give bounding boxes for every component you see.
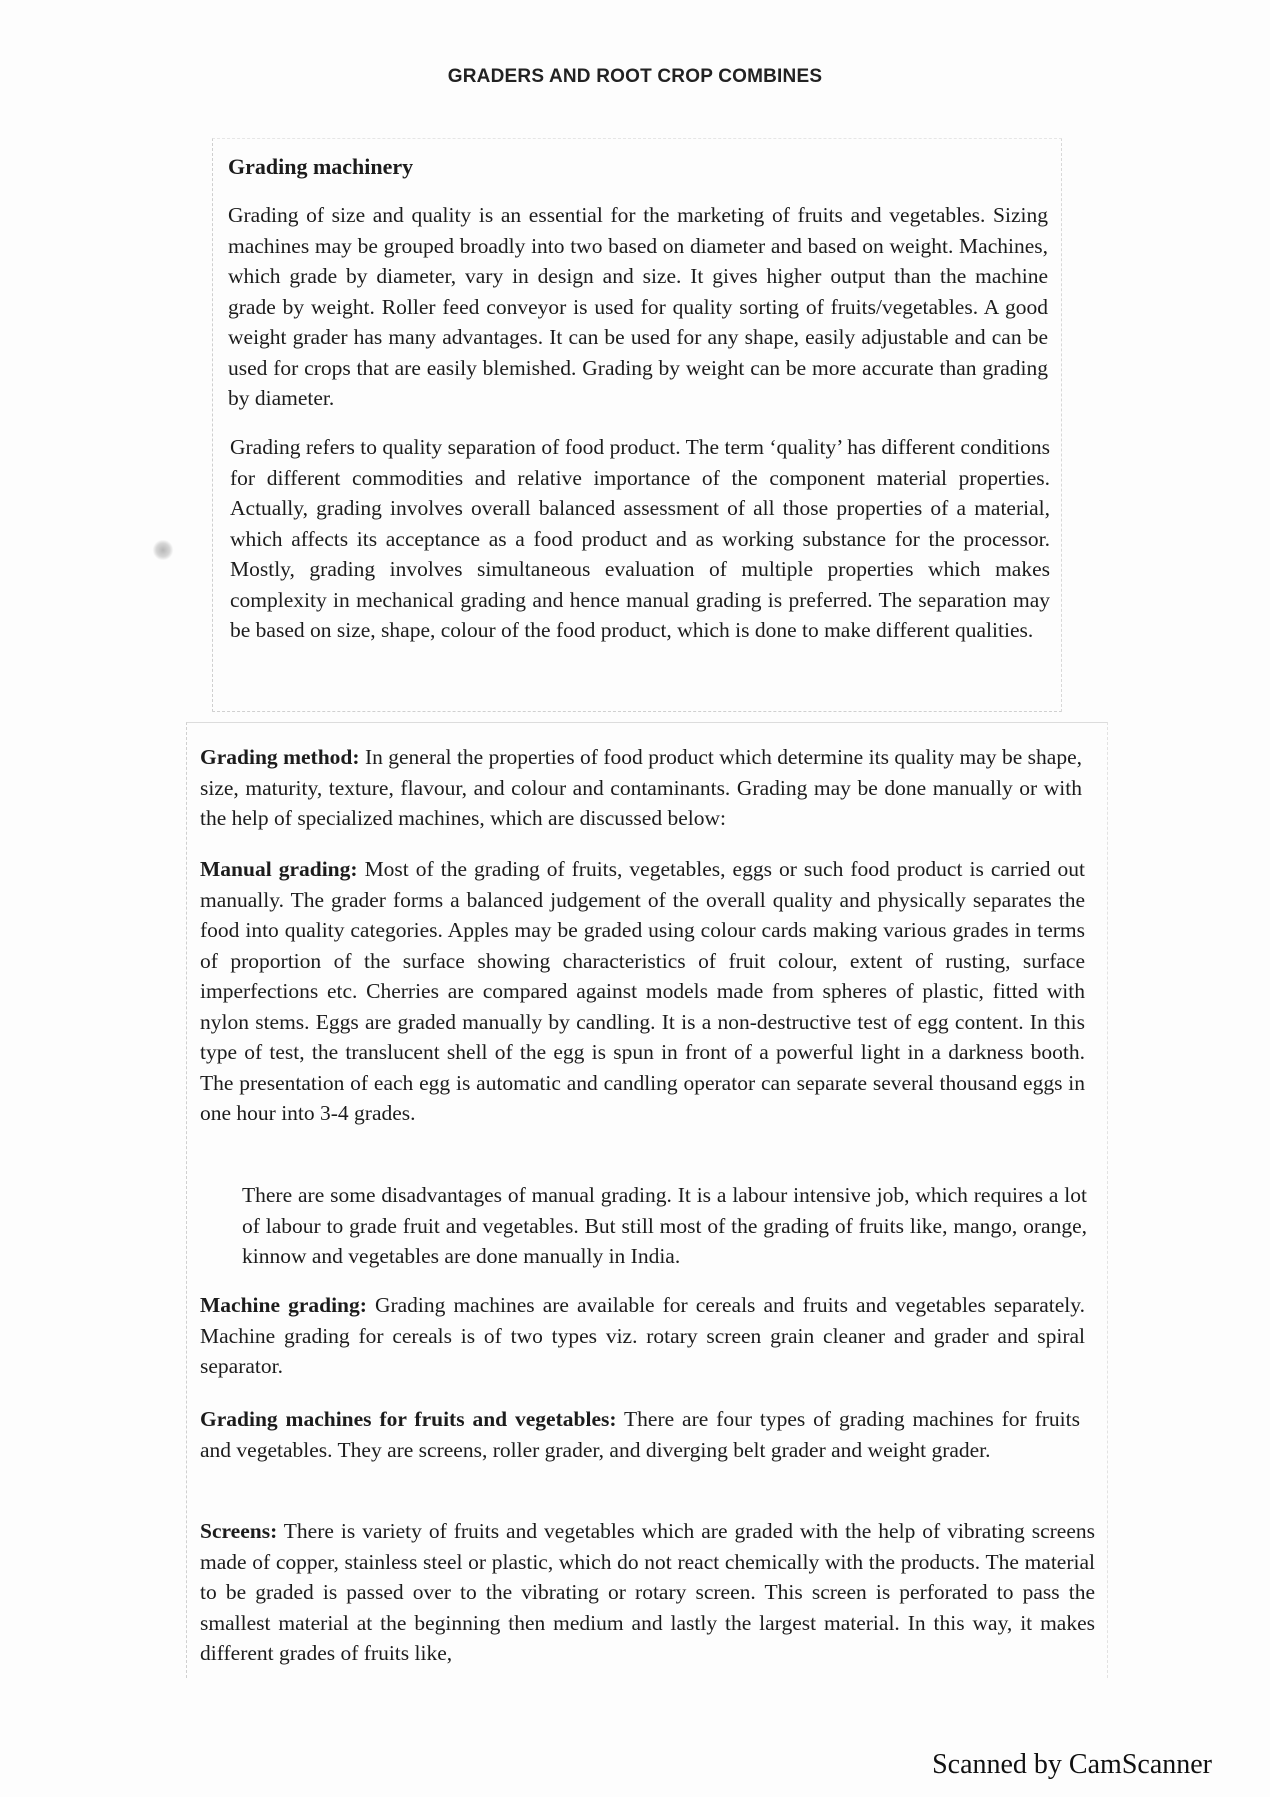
paragraph-text: There is variety of fruits and vegetables which are graded with the help of vibrating screens made of copper, stainless steel or plastic, which do not react chemically with the products. The material to be graded is passed over to the vibrating or rotary screen. This screen is perforated to pass the smallest material at the beginning then medium and lastly the largest material. In this way, it makes different grades of fruits like,	[200, 1519, 1095, 1665]
paragraph-text: There are four types of grading machines for fruits and vegetables. They are screens, roller grader, and diverging belt grader and weight grader.	[200, 1407, 1080, 1462]
paragraph-machine-grading	[200, 1290, 1085, 1382]
page-header-title: GRADERS AND ROOT CROP COMBINES	[447, 66, 823, 87]
paragraph-grading-method	[200, 742, 1082, 834]
paragraph-manual-disadvantages: There are some disadvantages of manual grading. It is a labour intensive job, which requires a lot of labour to grade fruit and vegetables. But still most of the grading of fruits like, mango, orange, kinnow and vegetables are done manually in India.	[242, 1183, 1087, 1268]
paragraph-fruit-veg-machines	[200, 1404, 1080, 1465]
scanner-watermark: Scanned by CamScanner	[932, 1749, 1212, 1780]
paragraph-text: Most of the grading of fruits, vegetables, eggs or such food product is carried out manually. The grader forms a balanced judgement of the overall quality and physically separates the food into quality categories. Apples may be graded using colour cards making various grades in terms of proportion of the surface showing characteristics of fruit colour, extent of rusting, surface imperfections etc. Cherries are compared against models made from spheres of plastic, fitted with nylon stems. Eggs are graded manually by candling. It is a non-destructive test of egg content. In this type of test, the translucent shell of the egg is spun in front of a powerful light in a darkness booth. The presentation of each egg is automatic and candling operator can separate several thousand eggs in one hour into 3-4 grades.	[200, 857, 1085, 1125]
scan-smudge	[152, 540, 174, 560]
paragraph-grading-definition: Grading refers to quality separation of food product. The term ‘quality’ has different conditions for different commodities and relative importance of the component material properties. Actually, grading involves overall balanced assessment of all those properties of a material, which affects its acceptance as a food product and as working substance for the processor. Mostly, grading involves simultaneous evaluation of multiple properties which makes complexity in mechanical grading and hence manual grading is preferred. The separation may be based on size, shape, colour of the food product, which is done to make different qualities.	[230, 435, 1050, 642]
lead-term: Machine grading:	[200, 1293, 367, 1317]
paragraph-screens	[200, 1516, 1095, 1669]
paragraph-manual-grading	[200, 854, 1085, 1129]
paragraph-grading-machinery-intro: Grading of size and quality is an essential for the marketing of fruits and vegetables. Sizing machines may be grouped broadly into two based on diameter and based on weight. Machines, which grade by diameter, vary in design and size. It gives higher output than the machine grade by weight. Roller feed conveyor is used for quality sorting of fruits/vegetables. A good weight grader has many advantages. It can be used for any shape, easily adjustable and can be used for crops that are easily blemished. Grading by weight can be more accurate than grading by diameter.	[228, 203, 1048, 410]
section-heading: Grading machinery	[228, 154, 414, 179]
lead-term: Grading machines for fruits and vegetables:	[200, 1407, 617, 1431]
paragraph-text: Grading machines are available for cereals and fruits and vegetables separately. Machine grading for cereals is of two types viz. rotary screen grain cleaner and grader and spiral separator.	[200, 1293, 1085, 1378]
lead-term: Manual grading:	[200, 857, 358, 881]
lead-term: Grading method:	[200, 745, 360, 769]
lead-term: Screens:	[200, 1519, 278, 1543]
paragraph-text: In general the properties of food product which determine its quality may be shape, size, maturity, texture, flavour, and colour and contaminants. Grading may be done manually or with the help of specialized machines, which are discussed below:	[200, 745, 1082, 830]
